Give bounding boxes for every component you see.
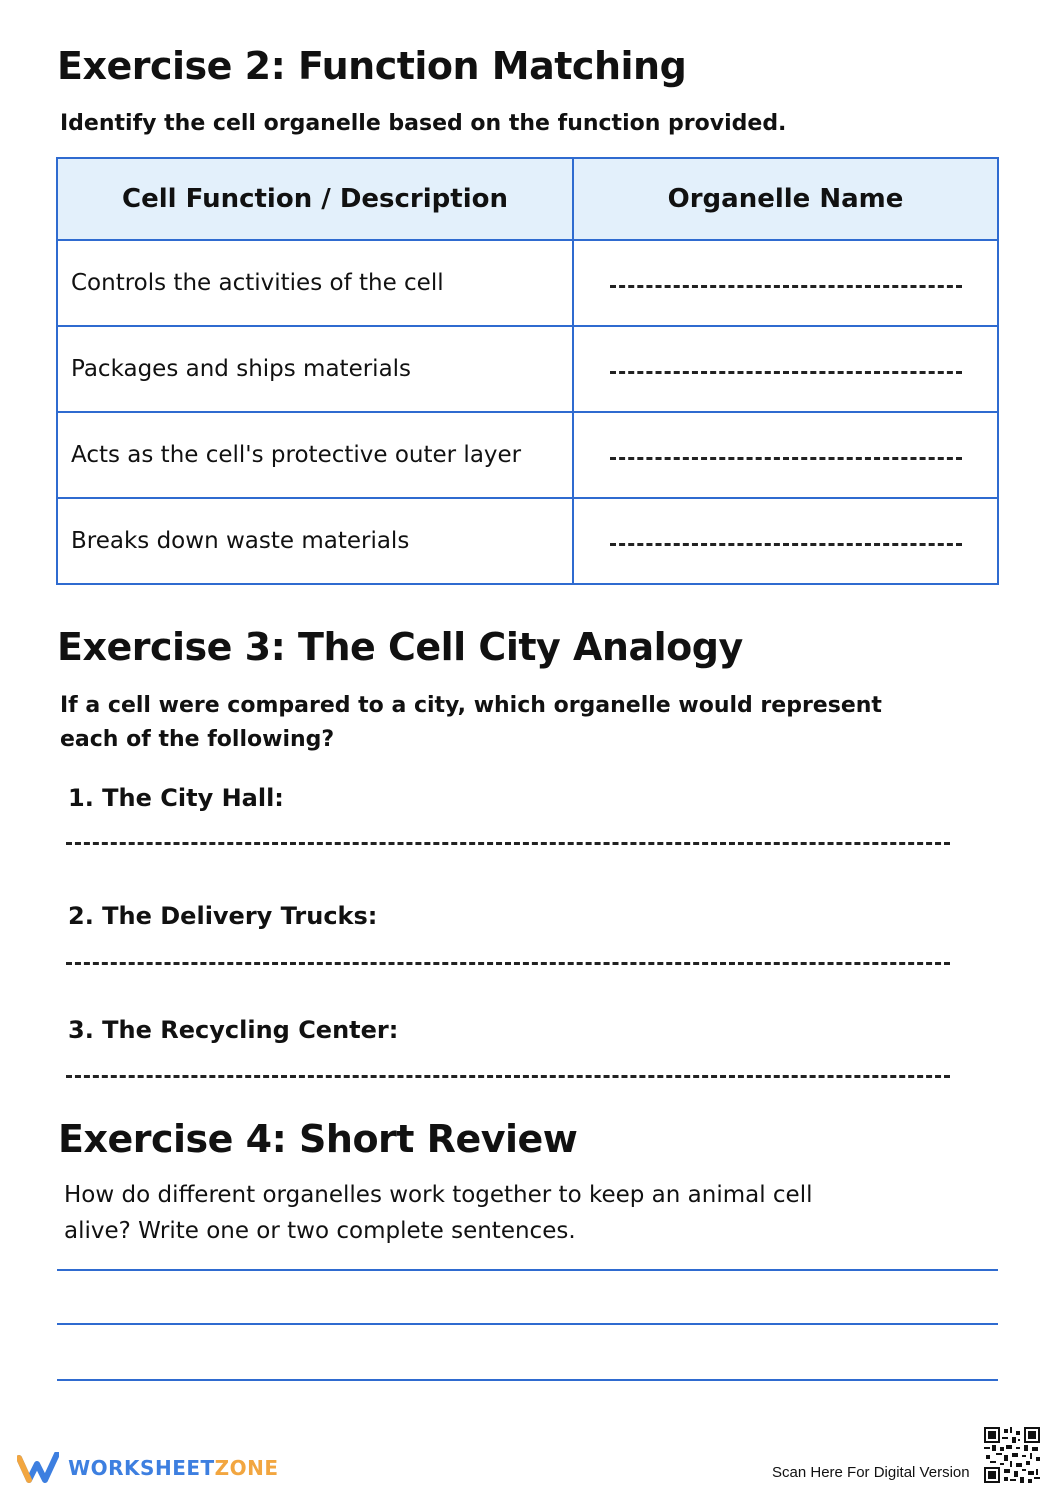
question-city-hall: 1. The City Hall: [68, 784, 284, 812]
exercise-2-instruction: Identify the cell organelle based on the function provided. [60, 111, 787, 136]
table-row [57, 240, 998, 326]
exercise-3-instruction-line-2: each of the following? [60, 727, 335, 752]
writing-line[interactable] [57, 1379, 998, 1381]
exercise-4-prompt-line-1: How do different organelles work together to keep an animal cell [64, 1182, 813, 1208]
answer-blank[interactable] [573, 240, 998, 326]
exercise-2-title: Exercise 2: Function Matching [57, 44, 687, 88]
answer-blank[interactable] [573, 326, 998, 412]
qr-code-icon[interactable] [984, 1427, 1040, 1487]
writing-line[interactable] [57, 1323, 998, 1325]
dashed-answer-line [610, 371, 962, 374]
question-recycling-center: 3. The Recycling Center: [68, 1016, 399, 1044]
exercise-3-instruction-line-1: If a cell were compared to a city, which organelle would represent [60, 693, 882, 718]
table-row [57, 498, 998, 584]
exercise-4-prompt-line-2: alive? Write one or two complete sentences. [64, 1218, 576, 1244]
exercise-3-title: Exercise 3: The Cell City Analogy [57, 625, 743, 669]
header-cell-function: Cell Function / Description [57, 158, 573, 240]
header-organelle-name: Organelle Name [573, 158, 998, 240]
function-matching-table [56, 157, 999, 585]
question-delivery-trucks: 2. The Delivery Trucks: [68, 902, 378, 930]
writing-line[interactable] [57, 1269, 998, 1271]
row-description: Controls the activities of the cell [57, 240, 573, 326]
scan-here-text: Scan Here For Digital Version [772, 1464, 970, 1481]
answer-line-delivery-trucks[interactable] [66, 962, 950, 965]
dashed-answer-line [610, 457, 962, 460]
logo-text-worksheet: WORKSHEET [68, 1456, 215, 1480]
table-header-row [57, 158, 998, 240]
answer-blank[interactable] [573, 412, 998, 498]
row-description: Packages and ships materials [57, 326, 573, 412]
row-description: Acts as the cell's protective outer layer [57, 412, 573, 498]
row-description: Breaks down waste materials [57, 498, 573, 584]
answer-line-city-hall[interactable] [66, 842, 950, 845]
table-row [57, 326, 998, 412]
answer-blank[interactable] [573, 498, 998, 584]
dashed-answer-line [610, 543, 962, 546]
table-row [57, 412, 998, 498]
exercise-4-title: Exercise 4: Short Review [58, 1117, 578, 1161]
worksheetzone-logo[interactable] [17, 1452, 279, 1484]
worksheetzone-logo-icon [17, 1452, 59, 1484]
answer-line-recycling-center[interactable] [66, 1075, 950, 1078]
dashed-answer-line [610, 285, 962, 288]
logo-text-zone: ZONE [214, 1456, 279, 1480]
